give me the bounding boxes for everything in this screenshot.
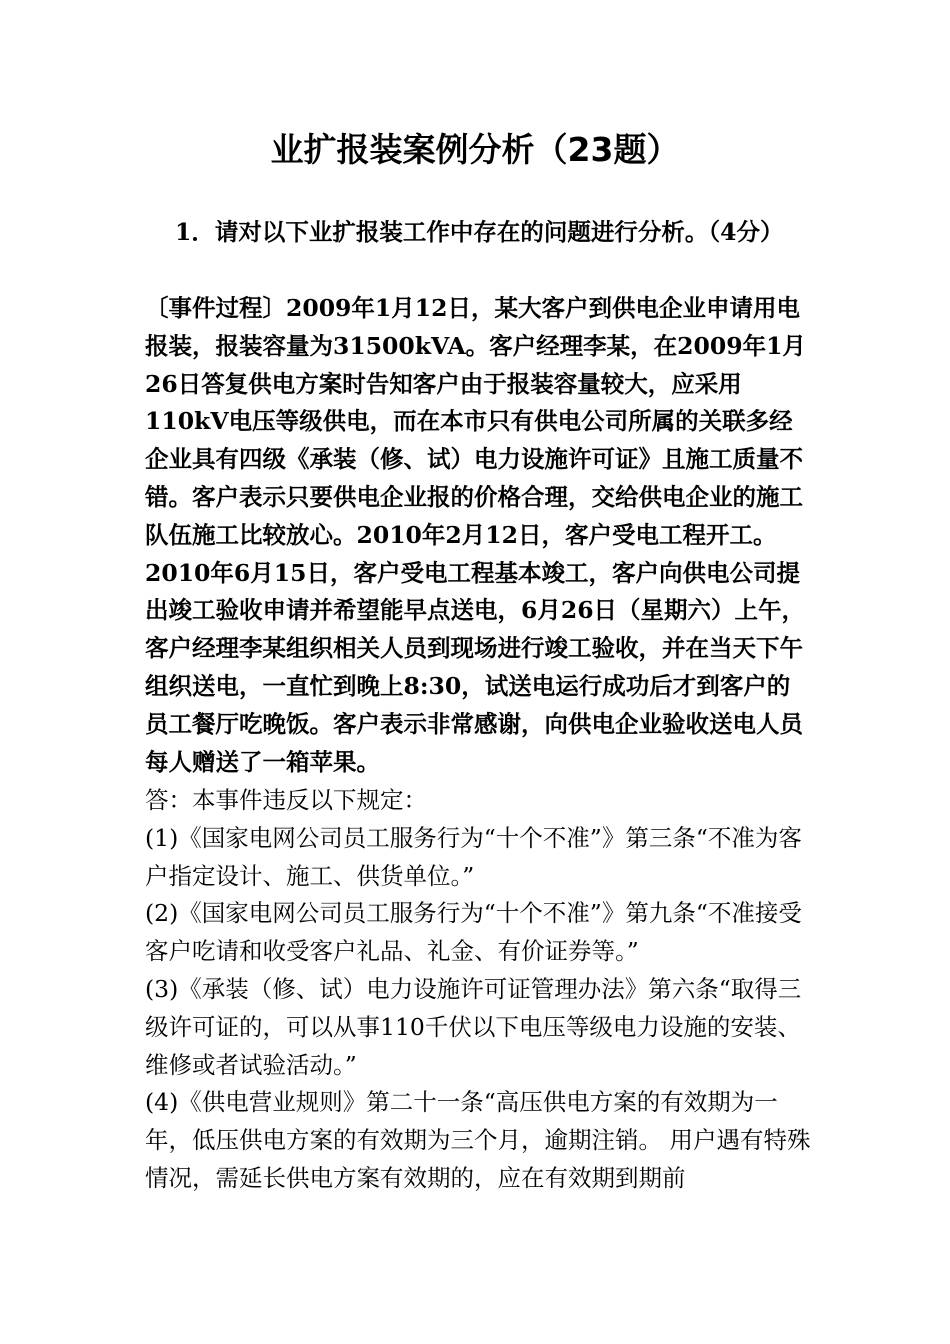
question-heading: 1．请对以下业扩报装工作中存在的问题进行分析。（4分） — [175, 218, 784, 246]
document-title: 业扩报装案例分析（23题） — [270, 130, 680, 169]
event-description: 〔事件过程〕2009年1月12日，某大客户到供电企业申请用电报装，报装容量为31500kVA。客户经理李某，在2009年1月26日答复供电方案时告知客户由于报装容量较大，应采用110kV电压等级供电，而在本市只有供电公司所属的关联多经企业具有四级《承装（修、试）电力设施许可证》且施工质量不错。客户表示只要供电企业报的价格合理，交给供电企业的施工队伍施工比较放心。2010年2月12日，客户受电工程开工。2010年6月15日，客户受电工程基本竣工，客户向供电公司提出竣工验收申请并希望能早点送电，6月26日（星期六）上午，客户经理李某组织相关人员到现场进行竣工验收，并在当天下午组织送电，一直忙到晚上8:30，试送电运行成功后才到客户的员工餐厅吃晚饭。客户表示非常感谢，向供电企业验收送电人员每人赠送了一箱苹果。 — [145, 294, 806, 776]
answer-item: (4)《供电营业规则》第二十一条“高压供电方案的有效期为一年，低压供电方案的有效期为三个月，逾期注销。 用户遇有特殊情况，需延长供电方案有效期的，应在有效期到期前 — [145, 1088, 811, 1192]
answer-intro: 答：本事件违反以下规定： — [145, 786, 427, 814]
answer-item: (2)《国家电网公司员工服务行为“十个不准”》第九条“不准接受客户吃请和收受客户礼品、礼金、有价证券等。” — [145, 899, 802, 966]
answer-item: (1)《国家电网公司员工服务行为“十个不准”》第三条“不准为客户指定设计、施工、供货单位。” — [145, 823, 802, 890]
answer-section — [145, 782, 813, 1198]
answer-item: (3)《承装（修、试）电力设施许可证管理办法》第六条“取得三级许可证的，可以从事110千伏以下电压等级电力设施的安装、维修或者试验活动。” — [145, 974, 802, 1079]
